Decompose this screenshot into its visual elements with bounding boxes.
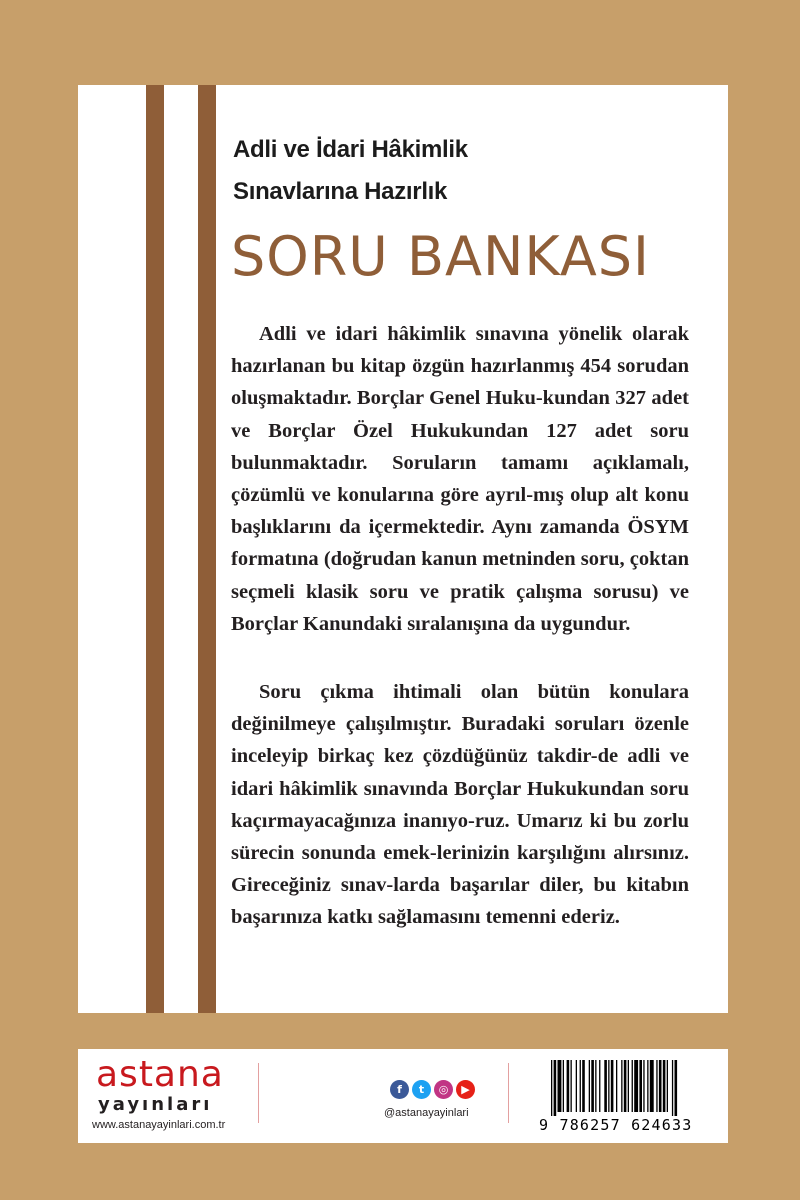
barcode-bar	[647, 1060, 648, 1112]
barcode-bar	[595, 1060, 596, 1112]
barcode-bar	[650, 1060, 654, 1112]
barcode-bar	[571, 1060, 572, 1112]
book-title: SORU BANKASI	[231, 225, 650, 288]
footer-divider-right	[508, 1063, 509, 1123]
barcode-bar	[616, 1060, 617, 1112]
barcode-bar	[667, 1060, 668, 1112]
instagram-icon[interactable]: ◎	[434, 1080, 453, 1099]
isbn-number: 9 786257 624633	[539, 1116, 693, 1134]
barcode-bar	[628, 1060, 629, 1112]
publisher-website[interactable]: www.astanayayinlari.com.tr	[92, 1119, 226, 1131]
social-icons	[390, 1080, 475, 1099]
barcode-bar	[604, 1060, 607, 1112]
publisher-logo-subtitle: yayınları	[98, 1094, 213, 1115]
barcode-bar	[563, 1060, 564, 1112]
decorative-stripe-right	[198, 85, 216, 1013]
publisher-footer	[78, 1049, 728, 1143]
decorative-stripe-left	[146, 85, 164, 1013]
barcode-bar	[624, 1060, 627, 1112]
barcode-bar	[611, 1060, 614, 1112]
description-paragraph-1: Adli ve idari hâkimlik sınavına yönelik olarak hazırlanan bu kitap özgün hazırlanmış 454 sorudan oluşmaktadır. Borçlar Genel Huku-kundan 327 adet ve Borçlar Özel Hukukundan 127 adet soru bulunmaktadır. Soruların tamamı açıklamalı, çözümlü ve konularına göre ayrıl-mış olup alt konu başlıklarını da içermektedir. Aynı zamanda ÖSYM formatına (doğrudan kanun metninden soru, çoktan seçmeli klasik soru ve pratik çalışma sorusu) ve Borçlar Kanundaki sıralanışına da uygundur.	[231, 323, 689, 635]
barcode-bar	[643, 1060, 644, 1112]
social-handle: @astanayayinlari	[384, 1107, 469, 1119]
barcode-bar	[634, 1060, 638, 1112]
barcode-bar	[551, 1060, 552, 1116]
description-paragraph-2: Soru çıkma ihtimali olan bütün konulara değinilmeye çalışılmıştır. Buradaki soruları özenle inceleyip birkaç kez çözdüğünüz takdir-de adli ve idari hâkimlik sınavında Borçlar Hukukundan soru kaçırmayacağınıza inanıyo-ruz. Umarız ki bu zorlu sürecin sonunda emek-lerinizin karşılığını alırsınız. Gireceğiniz sınav-larda başarılar diler, bu kitabın başarınıza katkı sağlamasını temenni ederiz.	[231, 681, 689, 929]
footer-divider-left	[258, 1063, 259, 1123]
barcode-bars	[539, 1056, 707, 1116]
publisher-logo: astana	[96, 1054, 224, 1095]
barcode-bar	[675, 1060, 678, 1116]
barcode-bar	[589, 1060, 590, 1112]
barcode-bar	[659, 1060, 662, 1112]
barcode-bar	[632, 1060, 633, 1112]
barcode-bar	[599, 1060, 600, 1112]
barcode-bar	[558, 1060, 562, 1112]
subtitle-line-1: Adli ve İdari Hâkimlik	[233, 136, 468, 163]
barcode-bar	[608, 1060, 609, 1112]
isbn-barcode	[539, 1056, 707, 1136]
barcode-bar	[656, 1060, 657, 1112]
barcode-bar	[663, 1060, 666, 1112]
barcode-bar	[582, 1060, 585, 1112]
barcode-bar	[621, 1060, 622, 1112]
barcode-bar	[576, 1060, 577, 1112]
barcode-bar	[554, 1060, 557, 1116]
subtitle-line-2: Sınavlarına Hazırlık	[233, 178, 448, 205]
facebook-icon[interactable]: f	[390, 1080, 409, 1099]
barcode-bar	[639, 1060, 642, 1112]
barcode-bar	[591, 1060, 594, 1112]
barcode-bar	[672, 1060, 673, 1116]
youtube-icon[interactable]: ▶	[456, 1080, 475, 1099]
barcode-bar	[567, 1060, 570, 1112]
twitter-icon[interactable]: t	[412, 1080, 431, 1099]
barcode-bar	[580, 1060, 581, 1112]
